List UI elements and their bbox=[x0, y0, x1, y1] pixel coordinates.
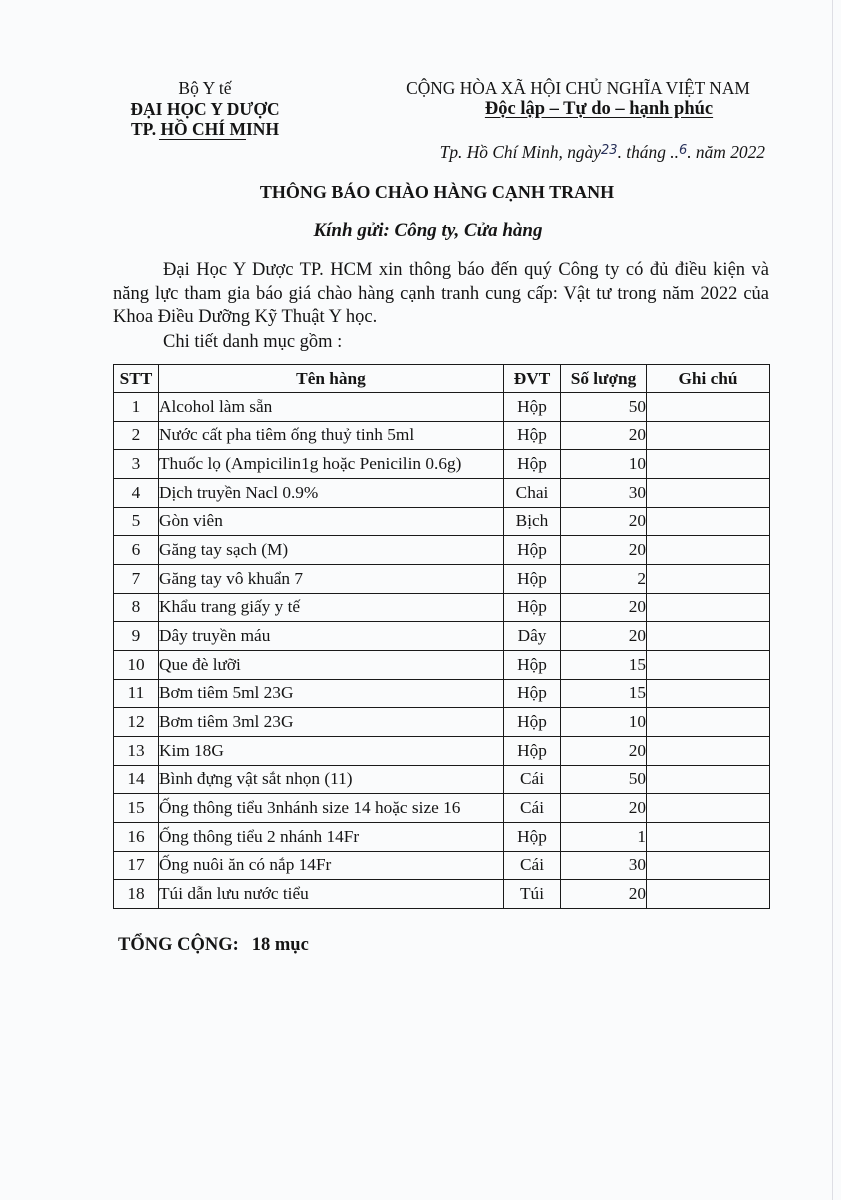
page-edge bbox=[832, 0, 833, 1200]
table-row bbox=[114, 851, 770, 880]
row-unit: Hộp bbox=[504, 593, 561, 622]
table-row bbox=[114, 622, 770, 651]
row-quantity: 50 bbox=[561, 393, 647, 422]
row-unit: Hộp bbox=[504, 393, 561, 422]
items-table bbox=[113, 364, 770, 909]
row-note bbox=[647, 765, 770, 794]
row-unit: Cái bbox=[504, 765, 561, 794]
row-quantity: 50 bbox=[561, 765, 647, 794]
row-unit: Bịch bbox=[504, 507, 561, 536]
row-note bbox=[647, 421, 770, 450]
row-stt: 7 bbox=[114, 564, 159, 593]
table-row bbox=[114, 593, 770, 622]
row-stt: 5 bbox=[114, 507, 159, 536]
country-name: CỘNG HÒA XÃ HỘI CHỦ NGHĨA VIỆT NAM bbox=[406, 78, 750, 98]
intro-paragraph: Đại Học Y Dược TP. HCM xin thông báo đến quý Công ty có đủ điều kiện và năng lực tham gia báo giá chào hàng cạnh tranh cung cấp: Vật tư trong năm 2022 của Khoa Điều Dưỡng Kỹ Thuật Y học. bbox=[113, 260, 769, 327]
document-title: THÔNG BÁO CHÀO HÀNG CẠNH TRANH bbox=[259, 182, 615, 202]
issuer-block bbox=[85, 78, 325, 140]
row-stt: 1 bbox=[114, 393, 159, 422]
issuer-underline bbox=[159, 139, 246, 140]
total-value: 18 mục bbox=[251, 935, 309, 955]
recipient-line: Kính gửi: Công ty, Cửa hàng bbox=[313, 220, 543, 241]
header-note: Ghi chú bbox=[647, 365, 770, 393]
row-stt: 16 bbox=[114, 822, 159, 851]
row-unit: Hộp bbox=[504, 708, 561, 737]
handwritten-month: 6 bbox=[678, 143, 688, 158]
row-quantity: 30 bbox=[561, 478, 647, 507]
row-unit: Chai bbox=[504, 478, 561, 507]
row-item-name: Bơm tiêm 3ml 23G bbox=[159, 708, 504, 737]
row-quantity: 15 bbox=[561, 650, 647, 679]
row-unit: Dây bbox=[504, 622, 561, 651]
row-unit: Cái bbox=[504, 794, 561, 823]
total-line bbox=[118, 933, 309, 957]
row-quantity: 20 bbox=[561, 736, 647, 765]
total-label: TỔNG CỘNG: bbox=[118, 935, 239, 955]
row-stt: 2 bbox=[114, 421, 159, 450]
row-quantity: 10 bbox=[561, 708, 647, 737]
row-item-name: Ống thông tiểu 2 nhánh 14Fr bbox=[159, 822, 504, 851]
row-unit: Hộp bbox=[504, 536, 561, 565]
row-quantity: 20 bbox=[561, 507, 647, 536]
row-unit: Hộp bbox=[504, 450, 561, 479]
date-line bbox=[365, 140, 765, 167]
row-item-name: Nước cất pha tiêm ống thuỷ tinh 5ml bbox=[159, 421, 504, 450]
row-note bbox=[647, 794, 770, 823]
row-stt: 3 bbox=[114, 450, 159, 479]
table-row bbox=[114, 765, 770, 794]
row-stt: 15 bbox=[114, 794, 159, 823]
row-stt: 6 bbox=[114, 536, 159, 565]
row-unit: Hộp bbox=[504, 822, 561, 851]
date-prefix: Tp. Hồ Chí Minh, ngày bbox=[439, 142, 602, 162]
row-item-name: Kim 18G bbox=[159, 736, 504, 765]
table-row bbox=[114, 450, 770, 479]
row-note bbox=[647, 622, 770, 651]
date-middle: . tháng .. bbox=[617, 142, 679, 162]
university-city: TP. HỒ CHÍ MINH bbox=[130, 119, 280, 139]
table-row bbox=[114, 478, 770, 507]
row-quantity: 20 bbox=[561, 593, 647, 622]
table-row bbox=[114, 564, 770, 593]
row-note bbox=[647, 593, 770, 622]
date-suffix: . năm 2022 bbox=[687, 142, 765, 162]
header-quantity: Số lượng bbox=[561, 365, 647, 393]
row-stt: 10 bbox=[114, 650, 159, 679]
header-unit: ĐVT bbox=[504, 365, 561, 393]
row-unit: Cái bbox=[504, 851, 561, 880]
row-item-name: Gòn viên bbox=[159, 507, 504, 536]
header-stt: STT bbox=[114, 365, 159, 393]
handwritten-day: 23 bbox=[601, 143, 618, 158]
row-item-name: Găng tay vô khuẩn 7 bbox=[159, 564, 504, 593]
university-name: ĐẠI HỌC Y DƯỢC bbox=[130, 98, 280, 119]
row-item-name: Alcohol làm sẵn bbox=[159, 393, 504, 422]
row-item-name: Túi dẫn lưu nước tiểu bbox=[159, 880, 504, 909]
row-note bbox=[647, 880, 770, 909]
row-note bbox=[647, 822, 770, 851]
row-note bbox=[647, 507, 770, 536]
table-row bbox=[114, 708, 770, 737]
row-unit: Hộp bbox=[504, 736, 561, 765]
row-quantity: 10 bbox=[561, 450, 647, 479]
row-note bbox=[647, 650, 770, 679]
row-item-name: Dịch truyền Nacl 0.9% bbox=[159, 478, 504, 507]
table-row bbox=[114, 880, 770, 909]
row-quantity: 2 bbox=[561, 564, 647, 593]
row-quantity: 20 bbox=[561, 536, 647, 565]
row-item-name: Ống thông tiểu 3nhánh size 14 hoặc size 16 bbox=[159, 794, 504, 823]
row-note bbox=[647, 564, 770, 593]
table-row bbox=[114, 507, 770, 536]
row-stt: 9 bbox=[114, 622, 159, 651]
row-stt: 4 bbox=[114, 478, 159, 507]
row-item-name: Găng tay sạch (M) bbox=[159, 536, 504, 565]
row-note bbox=[647, 450, 770, 479]
table-row bbox=[114, 679, 770, 708]
row-quantity: 15 bbox=[561, 679, 647, 708]
row-note bbox=[647, 708, 770, 737]
row-note bbox=[647, 393, 770, 422]
items-table-body bbox=[114, 393, 770, 909]
table-row bbox=[114, 794, 770, 823]
row-stt: 13 bbox=[114, 736, 159, 765]
row-stt: 14 bbox=[114, 765, 159, 794]
row-unit: Hộp bbox=[504, 421, 561, 450]
table-row bbox=[114, 536, 770, 565]
row-note bbox=[647, 736, 770, 765]
row-item-name: Bình đựng vật sắt nhọn (11) bbox=[159, 765, 504, 794]
row-unit: Hộp bbox=[504, 679, 561, 708]
row-item-name: Que đè lưỡi bbox=[159, 650, 504, 679]
row-quantity: 1 bbox=[561, 822, 647, 851]
row-item-name: Thuốc lọ (Ampicilin1g hoặc Penicilin 0.6g) bbox=[159, 450, 504, 479]
row-unit: Hộp bbox=[504, 564, 561, 593]
row-quantity: 30 bbox=[561, 851, 647, 880]
row-stt: 18 bbox=[114, 880, 159, 909]
row-stt: 12 bbox=[114, 708, 159, 737]
row-stt: 11 bbox=[114, 679, 159, 708]
table-row bbox=[114, 736, 770, 765]
row-quantity: 20 bbox=[561, 421, 647, 450]
list-intro: Chi tiết danh mục gồm : bbox=[163, 332, 343, 352]
row-note bbox=[647, 679, 770, 708]
row-item-name: Ống nuôi ăn có nắp 14Fr bbox=[159, 851, 504, 880]
row-item-name: Bơm tiêm 5ml 23G bbox=[159, 679, 504, 708]
row-note bbox=[647, 536, 770, 565]
table-row bbox=[114, 421, 770, 450]
table-header-row bbox=[114, 365, 770, 393]
items-table-header bbox=[114, 365, 770, 393]
table-row bbox=[114, 822, 770, 851]
national-motto: Độc lập – Tự do – hạnh phúc bbox=[484, 99, 714, 119]
row-quantity: 20 bbox=[561, 794, 647, 823]
ministry-name: Bộ Y tế bbox=[178, 78, 232, 98]
row-item-name: Dây truyền máu bbox=[159, 622, 504, 651]
row-stt: 8 bbox=[114, 593, 159, 622]
row-quantity: 20 bbox=[561, 880, 647, 909]
row-unit: Hộp bbox=[504, 650, 561, 679]
row-note bbox=[647, 478, 770, 507]
row-unit: Túi bbox=[504, 880, 561, 909]
table-row bbox=[114, 393, 770, 422]
row-stt: 17 bbox=[114, 851, 159, 880]
header-item-name: Tên hàng bbox=[159, 365, 504, 393]
table-row bbox=[114, 650, 770, 679]
row-quantity: 20 bbox=[561, 622, 647, 651]
row-item-name: Khẩu trang giấy y tế bbox=[159, 593, 504, 622]
row-note bbox=[647, 851, 770, 880]
